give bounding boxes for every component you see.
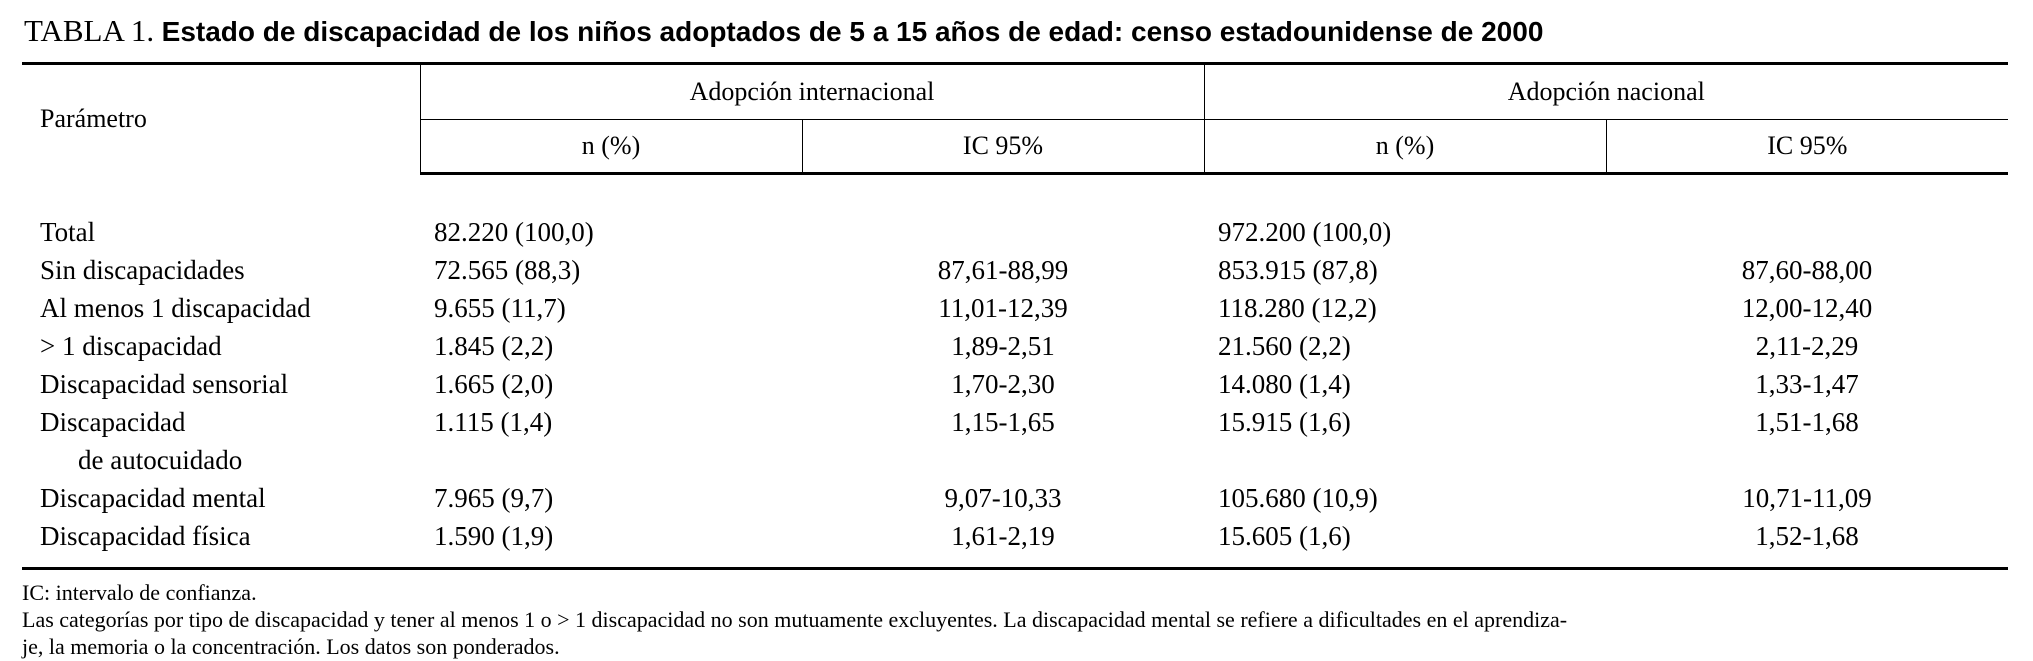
cell-dom-n: 105.680 (10,9) — [1218, 482, 1378, 513]
table-header-group-row — [22, 64, 2008, 120]
row-label-continuation: de autocuidado — [78, 444, 243, 475]
cell-intl-n: 72.565 (88,3) — [434, 254, 581, 285]
cell-dom-n: 15.915 (1,6) — [1218, 406, 1351, 437]
column-group-header-domestic: Adopción nacional — [1204, 64, 2008, 120]
cell-dom-ci: 87,60-88,00 — [1741, 254, 1873, 285]
cell-dom-n: 118.280 (12,2) — [1218, 292, 1377, 323]
cell-intl-n: 1.590 (1,9) — [420, 517, 802, 569]
row-label: Discapacidad — [40, 406, 186, 437]
table-row — [22, 365, 2008, 403]
cell-dom-ci: 1,33-1,47 — [1755, 368, 1859, 399]
table-row — [22, 213, 2008, 251]
row-label: Al menos 1 discapacidad — [40, 292, 311, 323]
row-label: Sin discapacidades — [40, 254, 245, 285]
spacer-cell-4 — [1204, 174, 1606, 214]
cell-intl-n: 7.965 (9,7) — [434, 482, 554, 513]
cell-dom-ci — [1606, 213, 2008, 251]
footnote-note-line-2: je, la memoria o la concentración. Los datos son ponderados. — [22, 633, 560, 659]
footnote-abbreviation: IC: intervalo de confianza. — [22, 580, 257, 606]
table-row — [22, 403, 2008, 441]
column-header-dom-ci: IC 95% — [1606, 120, 2008, 174]
table-row — [22, 479, 2008, 517]
table-row — [22, 327, 2008, 365]
cell-intl-ci: 1,15-1,65 — [951, 406, 1055, 437]
column-header-intl-ci: IC 95% — [802, 120, 1204, 174]
cell-intl-ci: 87,61-88,99 — [937, 254, 1069, 285]
table-head — [22, 64, 2008, 174]
row-label: Discapacidad sensorial — [40, 368, 289, 399]
cell-dom-n: 853.915 (87,8) — [1218, 254, 1378, 285]
column-header-dom-n: n (%) — [1204, 120, 1606, 174]
column-header-intl-n: n (%) — [420, 120, 802, 174]
cell-dom-n: 21.560 (2,2) — [1218, 330, 1351, 361]
table-row — [22, 441, 2008, 479]
column-header-parametro: Parámetro — [22, 64, 420, 174]
cell-dom-n — [1204, 441, 1606, 479]
cell-intl-ci: 9,07-10,33 — [944, 482, 1062, 513]
cell-dom-n: 15.605 (1,6) — [1204, 517, 1606, 569]
row-label: Discapacidad física — [22, 517, 420, 569]
spacer-cell-2 — [420, 174, 802, 214]
cell-dom-n: 14.080 (1,4) — [1218, 368, 1351, 399]
cell-dom-ci: 1,51-1,68 — [1755, 406, 1859, 437]
table-body — [22, 174, 2008, 569]
row-label: Total — [40, 216, 96, 247]
row-label: Discapacidad mental — [40, 482, 266, 513]
disability-status-table — [22, 62, 2008, 570]
caption-label: TABLA 1. — [24, 13, 155, 48]
cell-intl-n — [420, 441, 802, 479]
cell-dom-ci: 10,71-11,09 — [1742, 482, 1872, 513]
table-body-spacer — [22, 174, 2008, 214]
cell-intl-ci: 1,61-2,19 — [802, 517, 1204, 569]
table-footnotes — [22, 580, 2008, 660]
cell-intl-n: 1.665 (2,0) — [434, 368, 554, 399]
table-row — [22, 517, 2008, 569]
cell-intl-ci: 1,70-2,30 — [951, 368, 1055, 399]
spacer-cell-5 — [1606, 174, 2008, 214]
row-label: > 1 discapacidad — [40, 330, 222, 361]
spacer-cell-1 — [22, 174, 420, 214]
table-row — [22, 251, 2008, 289]
column-group-header-international: Adopción internacional — [420, 64, 1204, 120]
cell-intl-ci — [802, 213, 1204, 251]
cell-intl-n: 1.115 (1,4) — [434, 406, 553, 437]
cell-dom-n: 972.200 (100,0) — [1218, 216, 1392, 247]
cell-intl-ci — [802, 441, 1204, 479]
cell-dom-ci: 12,00-12,40 — [1741, 292, 1873, 323]
caption-title: Estado de discapacidad de los niños adoptados de 5 a 15 años de edad: censo estadounidense de 2000 — [161, 16, 1544, 47]
footnote-note-line-1: Las categorías por tipo de discapacidad y tener al menos 1 o > 1 discapacidad no son mutuamente excluyentes. La discapacidad mental se refiere a dificultades en el aprendiza- — [22, 606, 1568, 632]
spacer-cell-3 — [802, 174, 1204, 214]
cell-intl-ci: 1,89-2,51 — [951, 330, 1055, 361]
cell-dom-ci: 1,52-1,68 — [1606, 517, 2008, 569]
cell-dom-ci: 2,11-2,29 — [1755, 330, 1859, 361]
cell-intl-n: 82.220 (100,0) — [434, 216, 594, 247]
table-caption — [24, 14, 2011, 48]
table-row — [22, 289, 2008, 327]
cell-intl-ci: 11,01-12,39 — [938, 292, 1068, 323]
cell-intl-n: 9.655 (11,7) — [434, 292, 566, 323]
cell-intl-n: 1.845 (2,2) — [434, 330, 554, 361]
cell-dom-ci — [1606, 441, 2008, 479]
